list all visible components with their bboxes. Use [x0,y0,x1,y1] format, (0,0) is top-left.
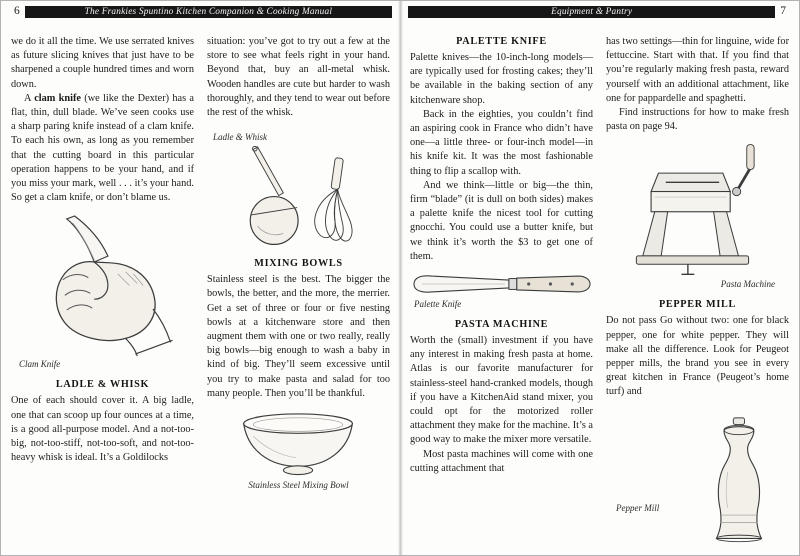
text-run: A [24,92,35,104]
clam-knife-illustration [28,215,178,357]
section-heading-ladle-whisk: LADLE & WHISK [55,379,150,391]
page-header-right [408,5,791,18]
figure-caption: Pepper Mill [616,502,660,513]
text-columns [9,35,392,491]
page-header-left [9,5,392,18]
text-run: (we like the Dexter) has a flat, thin, dull blade. We’ve seen cooks use a sharp paring knife instead of a clam knife. To each his own, as long as you remember that the cutting board in this particular operation happens to be your hand, and if you miss your mark, well . . . it’s your hand. So get a clam knife, or don’t blame us. [11,92,195,204]
paragraph: And we think—little or big—the thin, firm “blade” (it is dull on both sides) makes a palette knife the nicest tool for cutting gnocchi. You could use a butter knife, but we think it’s worth the $3 to get one of them. [410,179,593,262]
left-page-column-1 [11,35,194,491]
figure-caption: Clam Knife [19,359,61,370]
mixing-bowl-figure [207,411,390,491]
paragraph: Most pasta machines will come with one cutting attachment that [410,448,593,474]
section-heading-pasta-machine: PASTA MACHINE [454,319,549,331]
paragraph: Find instructions for how to make fresh pasta on page 94. [606,107,789,133]
palette-knife-figure [410,271,593,310]
right-page-column-2 [606,35,789,544]
page-gutter [398,1,403,555]
paragraph: One of each should cover it. A big ladle, one that can scoop up four ounces at a time, is a good all-purpose model. And a not-too-big, not-too-stiff, not-too-soft, and not-too-heavy whisk is ideal. It’s a Goldilocks [11,395,194,464]
figure-caption: Stainless Steel Mixing Bowl [248,480,349,491]
ladle-whisk-figure [207,132,390,249]
paragraph: Worth the (small) investment if you have any interest in making fresh pasta at home. Atlas is our favorite manufacturer for stainless-steel hand-cranked models, though if you have a KitchenAid stand mixer, you could opt for the motorized roller attachment they make for the machine. It’s a good way to make the mixer more versatile. [410,335,593,446]
paragraph: has two settings—thin for linguine, wide for fettuccine. Start with that. If you find that you’re regularly making fresh pasta, reward yourself with an additional attachment, like one for pappardelle and spaghetti. [606,36,789,104]
right-page-column-1 [410,35,593,544]
page-right [400,1,799,556]
text-columns [408,35,791,544]
ladle-whisk-illustration [224,145,374,249]
pepper-mill-figure [606,416,789,544]
running-title: Equipment & Pantry [551,6,633,17]
figure-caption: Pasta Machine [720,279,775,290]
page-number: 7 [780,5,786,17]
page-number: 6 [14,5,20,17]
left-page-column-2 [207,35,390,491]
bold-term: clam knife [34,92,81,104]
clam-knife-figure [11,215,194,370]
figure-caption: Palette Knife [414,299,462,310]
palette-knife-illustration [410,271,593,297]
running-title: The Frankies Spuntino Kitchen Companion & Cooking Manual [84,6,333,17]
paragraph: Stainless steel is the best. The bigger the bowls, the better, and the more, the merrier. Get a set of three or four or five nesting bowls at a kitchenware store and then augment them with one or two really, really big bowls—big enough to wash a baby in kind of big. They’ll seem excessive until you try to make pasta and salad for too many people. Then you’ll be thankful. [207,274,390,399]
paragraph: Palette knives—the 10-inch-long models—are typically used for frosting cakes; they’ll be available in the baking section of any kitchenware shop. [410,52,593,106]
section-heading-pepper-mill: PEPPER MILL [658,299,737,311]
paragraph [11,92,194,206]
paragraph: we do it all the time. We use serrated knives as future slicing knives that just have to be sharpened a couple hundred times and worn down. [11,36,194,90]
page-left [1,1,400,556]
running-title-bar [408,6,775,18]
pepper-mill-illustration [703,416,773,544]
paragraph: situation: you’ve got to try out a few at the store to see what feels right in your hand. Beyond that, buy an all-metal whisk. Wooden handles are cute but harder to wash thoroughly, and they tend to wear out before the rest of the whisk. [207,36,390,119]
figure-caption: Ladle & Whisk [213,132,267,143]
pasta-machine-figure [606,140,789,290]
pasta-machine-illustration [624,140,772,278]
section-heading-mixing-bowls: MIXING BOWLS [254,258,343,270]
running-title-bar [25,6,392,18]
paragraph: Do not pass Go without two: one for black pepper, one for white pepper. They will make all the difference. Look for Peugeot pepper mills, the brand you see in every great kitchen in France (Peugeot’s home turf) and [606,315,789,398]
mixing-bowl-illustration [236,411,362,477]
paragraph: Back in the eighties, you couldn’t find an aspiring cook in France who didn’t have one—a little three- or four-inch model—in his knife kit. It was the most fashionable thing to flip a scallop with. [410,108,593,177]
section-heading-palette-knife: PALETTE KNIFE [456,36,547,47]
